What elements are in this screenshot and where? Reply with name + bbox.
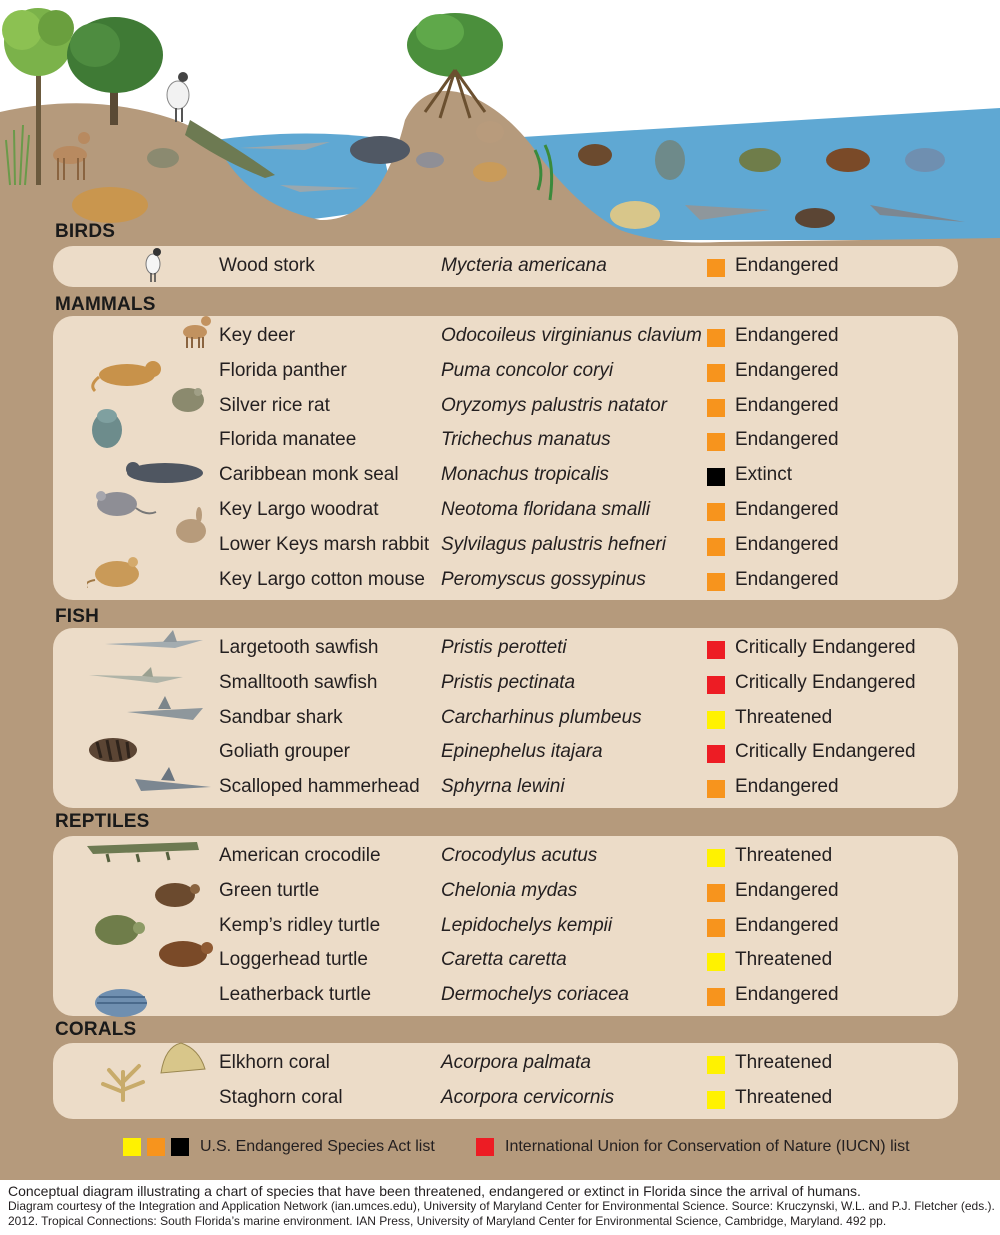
scientific-name: Caretta caretta bbox=[441, 949, 567, 971]
status-swatch bbox=[707, 884, 725, 902]
crocodile-icon bbox=[87, 830, 203, 864]
status-label: Extinct bbox=[735, 464, 793, 486]
legend bbox=[0, 1133, 1000, 1163]
status-label: Endangered bbox=[735, 776, 839, 798]
status-label: Endangered bbox=[735, 359, 839, 381]
category-title-birds: BIRDS bbox=[55, 221, 116, 242]
status-label: Endangered bbox=[735, 984, 839, 1006]
scene-panther-icon bbox=[72, 187, 148, 223]
status-swatch bbox=[707, 849, 725, 867]
status-swatch bbox=[707, 953, 725, 971]
hammerhead-icon bbox=[131, 763, 215, 797]
status-swatch bbox=[707, 329, 725, 347]
status-swatch bbox=[707, 433, 725, 451]
species-row bbox=[53, 459, 958, 493]
status-swatch bbox=[707, 259, 725, 277]
species-row bbox=[53, 944, 958, 978]
legend-swatch-endangered bbox=[147, 1138, 165, 1156]
common-name: Smalltooth sawfish bbox=[219, 671, 378, 693]
species-row bbox=[53, 1082, 958, 1116]
legend-esa-label: U.S. Endangered Species Act list bbox=[200, 1138, 435, 1155]
common-name: Elkhorn coral bbox=[219, 1052, 330, 1073]
cotton-mouse-icon bbox=[87, 552, 143, 590]
scientific-name: Oryzomys palustris natator bbox=[441, 394, 667, 416]
common-name: Florida manatee bbox=[219, 429, 357, 451]
category-panel-birds bbox=[53, 246, 958, 287]
caption-main: Conceptual diagram illustrating a chart of species that have been threatened, endangered or extinct in Florida since the arrival of humans. bbox=[8, 1183, 861, 1199]
common-name: Leatherback turtle bbox=[219, 984, 372, 1006]
status-label: Endangered bbox=[735, 325, 839, 346]
scientific-name: Crocodylus acutus bbox=[441, 845, 598, 866]
sandbar-shark-icon bbox=[123, 694, 207, 724]
scene-woodrat-icon bbox=[416, 152, 444, 168]
status-label: Endangered bbox=[735, 429, 839, 451]
status-swatch bbox=[707, 745, 725, 763]
common-name: Key Largo cotton mouse bbox=[219, 568, 425, 590]
marsh-rabbit-icon bbox=[169, 507, 213, 545]
staghorn-coral-icon bbox=[93, 1062, 149, 1106]
species-row bbox=[53, 875, 958, 909]
status-swatch bbox=[707, 641, 725, 659]
category-panel-mammals bbox=[53, 316, 958, 600]
status-swatch bbox=[707, 503, 725, 521]
status-swatch bbox=[707, 538, 725, 556]
status-label: Endangered bbox=[735, 394, 839, 416]
scientific-name: Pristis perotteti bbox=[441, 637, 567, 658]
loggerhead-icon bbox=[151, 936, 215, 972]
scientific-name: Pristis pectinata bbox=[441, 671, 576, 693]
status-swatch bbox=[707, 1056, 725, 1074]
status-label: Endangered bbox=[735, 499, 839, 520]
category-title-mammals: MAMMALS bbox=[55, 294, 156, 315]
status-label: Threatened bbox=[735, 845, 833, 866]
category-panel-fish bbox=[53, 628, 958, 808]
species-row bbox=[53, 390, 958, 424]
goliath-grouper-icon bbox=[87, 732, 141, 766]
status-label: Critically Endangered bbox=[735, 671, 916, 693]
wood-stork-icon bbox=[137, 246, 171, 286]
category-panel-reptiles bbox=[53, 836, 958, 1016]
common-name: Lower Keys marsh rabbit bbox=[219, 533, 430, 555]
status-label: Critically Endangered bbox=[735, 741, 916, 763]
species-row bbox=[53, 564, 958, 598]
common-name: Florida panther bbox=[219, 359, 347, 381]
status-label: Critically Endangered bbox=[735, 637, 916, 658]
category-title-reptiles: REPTILES bbox=[55, 811, 150, 832]
status-swatch bbox=[707, 988, 725, 1006]
scientific-name: Mycteria americana bbox=[441, 255, 607, 276]
species-row bbox=[53, 250, 958, 284]
manatee-icon bbox=[85, 408, 129, 450]
status-label: Endangered bbox=[735, 914, 839, 936]
scientific-name: Puma concolor coryi bbox=[441, 359, 614, 381]
status-swatch bbox=[707, 676, 725, 694]
elkhorn-coral-icon bbox=[155, 1039, 215, 1081]
scientific-name: Epinephelus itajara bbox=[441, 741, 603, 763]
status-label: Threatened bbox=[735, 1086, 833, 1108]
scientific-name: Trichechus manatus bbox=[441, 429, 611, 451]
scene-mouse-icon bbox=[473, 162, 507, 182]
common-name: Green turtle bbox=[219, 879, 320, 901]
common-name: Sandbar shark bbox=[219, 706, 343, 728]
scientific-name: Sphyrna lewini bbox=[441, 776, 565, 798]
scientific-name: Chelonia mydas bbox=[441, 879, 578, 901]
common-name: Staghorn coral bbox=[219, 1086, 343, 1108]
largetooth-sawfish-icon bbox=[103, 626, 207, 656]
status-label: Endangered bbox=[735, 568, 839, 590]
species-row bbox=[53, 529, 958, 563]
common-name: Scalloped hammerhead bbox=[219, 776, 420, 798]
scientific-name: Peromyscus gossypinus bbox=[441, 568, 646, 590]
status-swatch bbox=[707, 780, 725, 798]
status-swatch bbox=[707, 364, 725, 382]
status-swatch bbox=[707, 468, 725, 486]
scientific-name: Neotoma floridana smalli bbox=[441, 499, 651, 520]
common-name: Loggerhead turtle bbox=[219, 949, 368, 971]
status-swatch bbox=[707, 919, 725, 937]
common-name: Goliath grouper bbox=[219, 741, 350, 763]
species-row bbox=[53, 632, 958, 666]
status-label: Threatened bbox=[735, 706, 833, 728]
common-name: American crocodile bbox=[219, 845, 381, 866]
scene-rat-icon bbox=[147, 148, 179, 168]
species-row bbox=[53, 979, 958, 1013]
scientific-name: Odocoileus virginianus clavium bbox=[441, 325, 702, 346]
scene-stork-icon bbox=[167, 72, 189, 122]
status-label: Endangered bbox=[735, 879, 839, 901]
smalltooth-sawfish-icon bbox=[87, 659, 187, 689]
green-turtle-icon bbox=[149, 875, 203, 911]
status-label: Endangered bbox=[735, 255, 839, 276]
scientific-name: Acorpora cervicornis bbox=[441, 1086, 615, 1108]
scene-rabbit-icon bbox=[476, 121, 504, 143]
common-name: Wood stork bbox=[219, 255, 315, 276]
species-row bbox=[53, 320, 958, 354]
caption-credit: Diagram courtesy of the Integration and Application Network (ian.umces.edu), University of Maryland Center for Environmental Science. Source: Kruczynski, W.L. and P.J. Fletcher (eds.). 2012. Tropical Connections: South Florida’s marine environment. IAN Press, University of Maryland Center for Environmental Science, Cambridge, Maryland. 492 pp. bbox=[8, 1199, 995, 1228]
common-name: Silver rice rat bbox=[219, 394, 330, 416]
common-name: Key deer bbox=[219, 325, 296, 346]
scientific-name: Acorpora palmata bbox=[441, 1052, 591, 1073]
leatherback-icon bbox=[87, 979, 151, 1019]
species-row bbox=[53, 702, 958, 736]
common-name: Kemp’s ridley turtle bbox=[219, 914, 381, 936]
category-title-fish: FISH bbox=[55, 606, 100, 627]
legend-swatch-threatened bbox=[123, 1138, 141, 1156]
scientific-name: Carcharhinus plumbeus bbox=[441, 706, 642, 728]
legend-swatch-extinct bbox=[171, 1138, 189, 1156]
scientific-name: Monachus tropicalis bbox=[441, 464, 609, 486]
status-swatch bbox=[707, 573, 725, 591]
rice-rat-icon bbox=[166, 380, 210, 414]
legend-iucn-label: International Union for Conservation of Nature (IUCN) list bbox=[505, 1138, 910, 1155]
status-swatch bbox=[707, 1091, 725, 1109]
species-row bbox=[53, 771, 958, 805]
scene-seal-icon bbox=[350, 136, 410, 164]
status-label: Threatened bbox=[735, 949, 833, 971]
monk-seal-icon bbox=[123, 455, 211, 485]
status-label: Threatened bbox=[735, 1052, 833, 1073]
scene-leatherback-icon bbox=[905, 148, 945, 172]
category-title-corals: CORALS bbox=[55, 1019, 137, 1040]
scene-green-turtle-icon bbox=[739, 148, 781, 172]
caption bbox=[8, 1183, 998, 1229]
scene-turtle-icon bbox=[578, 144, 612, 166]
scientific-name: Dermochelys coriacea bbox=[441, 984, 629, 1006]
common-name: Caribbean monk seal bbox=[219, 464, 399, 486]
common-name: Largetooth sawfish bbox=[219, 637, 379, 658]
legend-swatch-iucn bbox=[476, 1138, 494, 1156]
species-row bbox=[53, 840, 958, 874]
scene-loggerhead-icon bbox=[826, 148, 870, 172]
species-row bbox=[53, 424, 958, 458]
category-panel-corals bbox=[53, 1043, 958, 1119]
status-label: Endangered bbox=[735, 533, 839, 555]
scene-grouper-icon bbox=[795, 208, 835, 228]
scientific-name: Sylvilagus palustris hefneri bbox=[441, 533, 666, 555]
species-row bbox=[53, 1047, 958, 1081]
status-swatch bbox=[707, 711, 725, 729]
scene-manatee-icon bbox=[655, 140, 685, 180]
key-deer-icon bbox=[173, 310, 213, 352]
woodrat-icon bbox=[91, 486, 157, 520]
common-name: Key Largo woodrat bbox=[219, 499, 379, 520]
scene-coral-icon bbox=[610, 201, 660, 229]
scientific-name: Lepidochelys kempii bbox=[441, 914, 613, 936]
status-swatch bbox=[707, 399, 725, 417]
